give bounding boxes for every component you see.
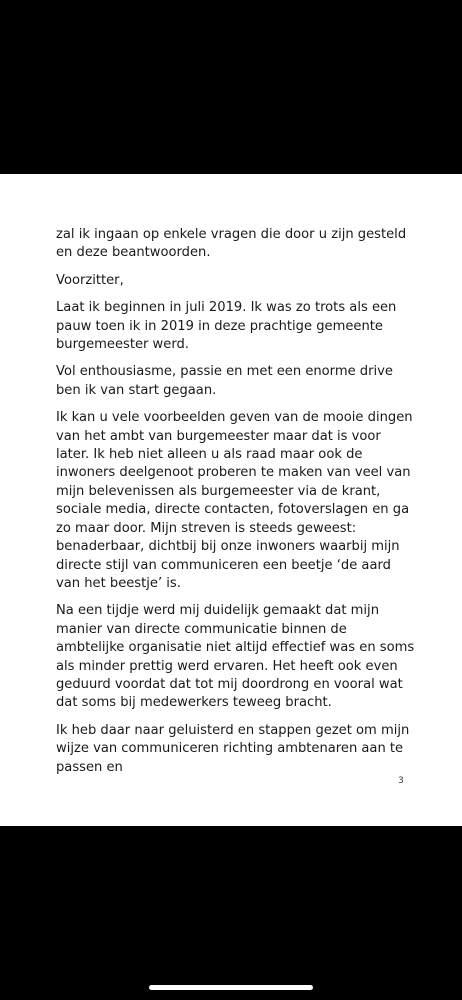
page-number: 3 [398, 776, 404, 786]
home-indicator[interactable] [149, 985, 313, 990]
paragraph: Voorzitter, [56, 272, 124, 288]
page-body [56, 226, 418, 786]
paragraph: Vol enthousiasme, passie en met een enorme drive ben ik van start gegaan. [56, 364, 393, 398]
paragraph: Ik heb daar naar geluisterd en stappen gezet om mijn wijze van communiceren richting ambtenaren aan te passen en [56, 722, 410, 775]
paragraph: Na een tijdje werd mij duidelijk gemaakt dat mijn manier van directe communicatie binnen de ambtelijke organisatie niet altijd effectief was en soms als minder prettig werd ervaren. Het heeft ook even geduurd voordat dat tot mij doordrong en vooral wat dat soms bij medewerkers teweeg bracht. [56, 603, 415, 711]
document-page[interactable] [0, 174, 462, 826]
paragraph: Ik kan u vele voorbeelden geven van de mooie dingen van het ambt van burgemeester maar dat is voor later. Ik heb niet alleen u als raad maar ook de inwoners deelgenoot proberen te maken van veel van mijn belevenissen als burgemeester via de krant, sociale media, directe contacten, fotoverslagen en ga zo maar door. Mijn streven is steeds geweest: benaderbaar, dichtbij bij onze inwoners waarbij mijn directe stijl van communiceren een beetje ‘de aard van het beestje’ is. [56, 410, 413, 591]
paragraph: Laat ik beginnen in juli 2019. Ik was zo trots als een pauw toen ik in 2019 in deze prachtige gemeente burgemeester werd. [56, 300, 397, 353]
paragraph: zal ik ingaan op enkele vragen die door u zijn gesteld en deze beantwoorden. [56, 227, 407, 261]
